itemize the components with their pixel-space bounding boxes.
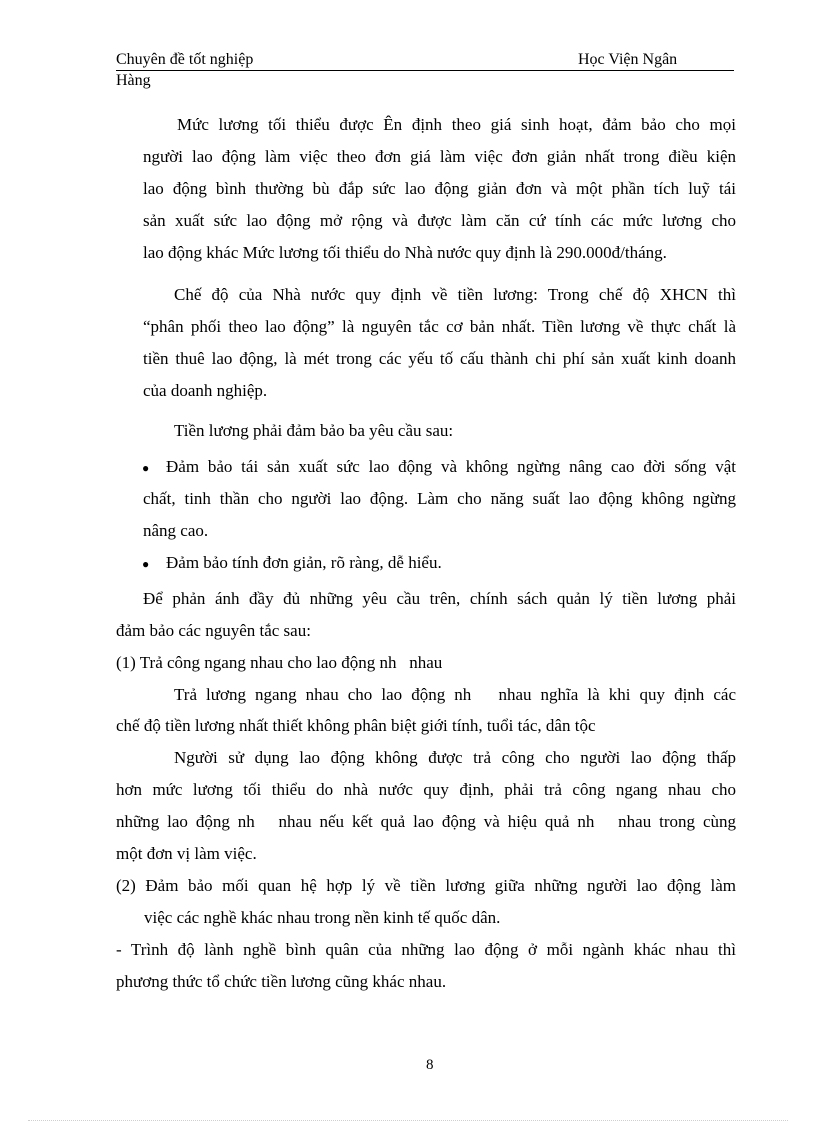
paragraph-line: đảm bảo các nguyên tắc sau:: [116, 621, 311, 640]
section-heading: (1) Trả công ngang nhau cho lao động nh nhau: [116, 653, 443, 672]
paragraph-line: chế độ tiền lương nhất thiết không phân biệt giới tính, tuổi tác, dân tộc: [116, 716, 596, 735]
paragraph-line: người lao động làm việc theo đơn giá làm việc đơn giản nhất trong điều kiện: [143, 147, 736, 166]
paragraph-line: lao động bình thường bù đắp sức lao động giản đơn và một phần tích luỹ tái: [143, 179, 736, 198]
paragraph-line: của doanh nghiệp.: [143, 381, 268, 400]
page-header: [116, 50, 734, 71]
paragraph-line: phương thức tổ chức tiền lương cũng khác nhau.: [116, 972, 447, 991]
bullet-line: chất, tinh thần cho người lao động. Làm cho năng suất lao động không ngừng: [143, 489, 736, 508]
bullet-line: Đảm bảo tái sản xuất sức lao động và không ngừng nâng cao đời sống vật: [166, 457, 736, 476]
page-number: 8: [426, 1057, 434, 1073]
header-right-title-continued: Hàng: [116, 72, 151, 89]
header-right-title: Học Viện Ngân: [578, 51, 678, 68]
bullet-marker: ●: [142, 557, 150, 571]
paragraph-line: Mức lương tối thiểu được Ên định theo giá sinh hoạt, đảm bảo cho mọi: [177, 115, 736, 134]
paragraph-line: lao động khác Mức lương tối thiểu do Nhà nước quy định là 290.000đ/tháng.: [143, 243, 667, 262]
paragraph-line: những lao động nh nhau nếu kết quả lao động và hiệu quả nh nhau trong cùng: [116, 812, 736, 831]
section-heading: (2) Đảm bảo mối quan hệ hợp lý về tiền lương giữa những người lao động làm: [116, 876, 736, 895]
paragraph-line: Chế độ của Nhà nước quy định về tiền lương: Trong chế độ XHCN thì: [174, 285, 736, 304]
bullet-marker: ●: [142, 461, 150, 475]
paragraph-line: một đơn vị làm việc.: [116, 844, 257, 863]
bullet-line: nâng cao.: [143, 521, 209, 540]
paragraph-line: Trả lương ngang nhau cho lao động nh nhau nghĩa là khi quy định các: [174, 685, 736, 704]
paragraph-line: sản xuất sức lao động mở rộng và được làm căn cứ tính các mức lương cho: [143, 211, 736, 230]
section-heading: việc các nghề khác nhau trong nền kinh tế quốc dân.: [144, 908, 501, 927]
bullet-line: Đảm bảo tính đơn giản, rõ ràng, dễ hiểu.: [166, 553, 442, 572]
paragraph-line: - Trình độ lành nghề bình quân của những lao động ở mỗi ngành khác nhau thì: [116, 940, 736, 959]
paragraph-line: Người sử dụng lao động không được trả công cho người lao động thấp: [174, 748, 736, 767]
header-left-title: Chuyên đề tốt nghiệp: [116, 51, 254, 68]
paragraph-line: Để phản ánh đầy đủ những yêu cầu trên, chính sách quản lý tiền lương phải: [143, 589, 736, 608]
paragraph-line: hơn mức lương tối thiểu do nhà nước quy định, phải trả công ngang nhau cho: [116, 780, 736, 799]
page-bottom-divider: [28, 1120, 788, 1121]
paragraph-line: Tiền lương phải đảm bảo ba yêu cầu sau:: [174, 421, 454, 440]
paragraph-line: tiền thuê lao động, là mét trong các yếu tố cấu thành chi phí sản xuất kinh doanh: [143, 349, 736, 368]
paragraph-line: “phân phối theo lao động” là nguyên tắc cơ bản nhất. Tiền lương về thực chất là: [143, 317, 736, 336]
